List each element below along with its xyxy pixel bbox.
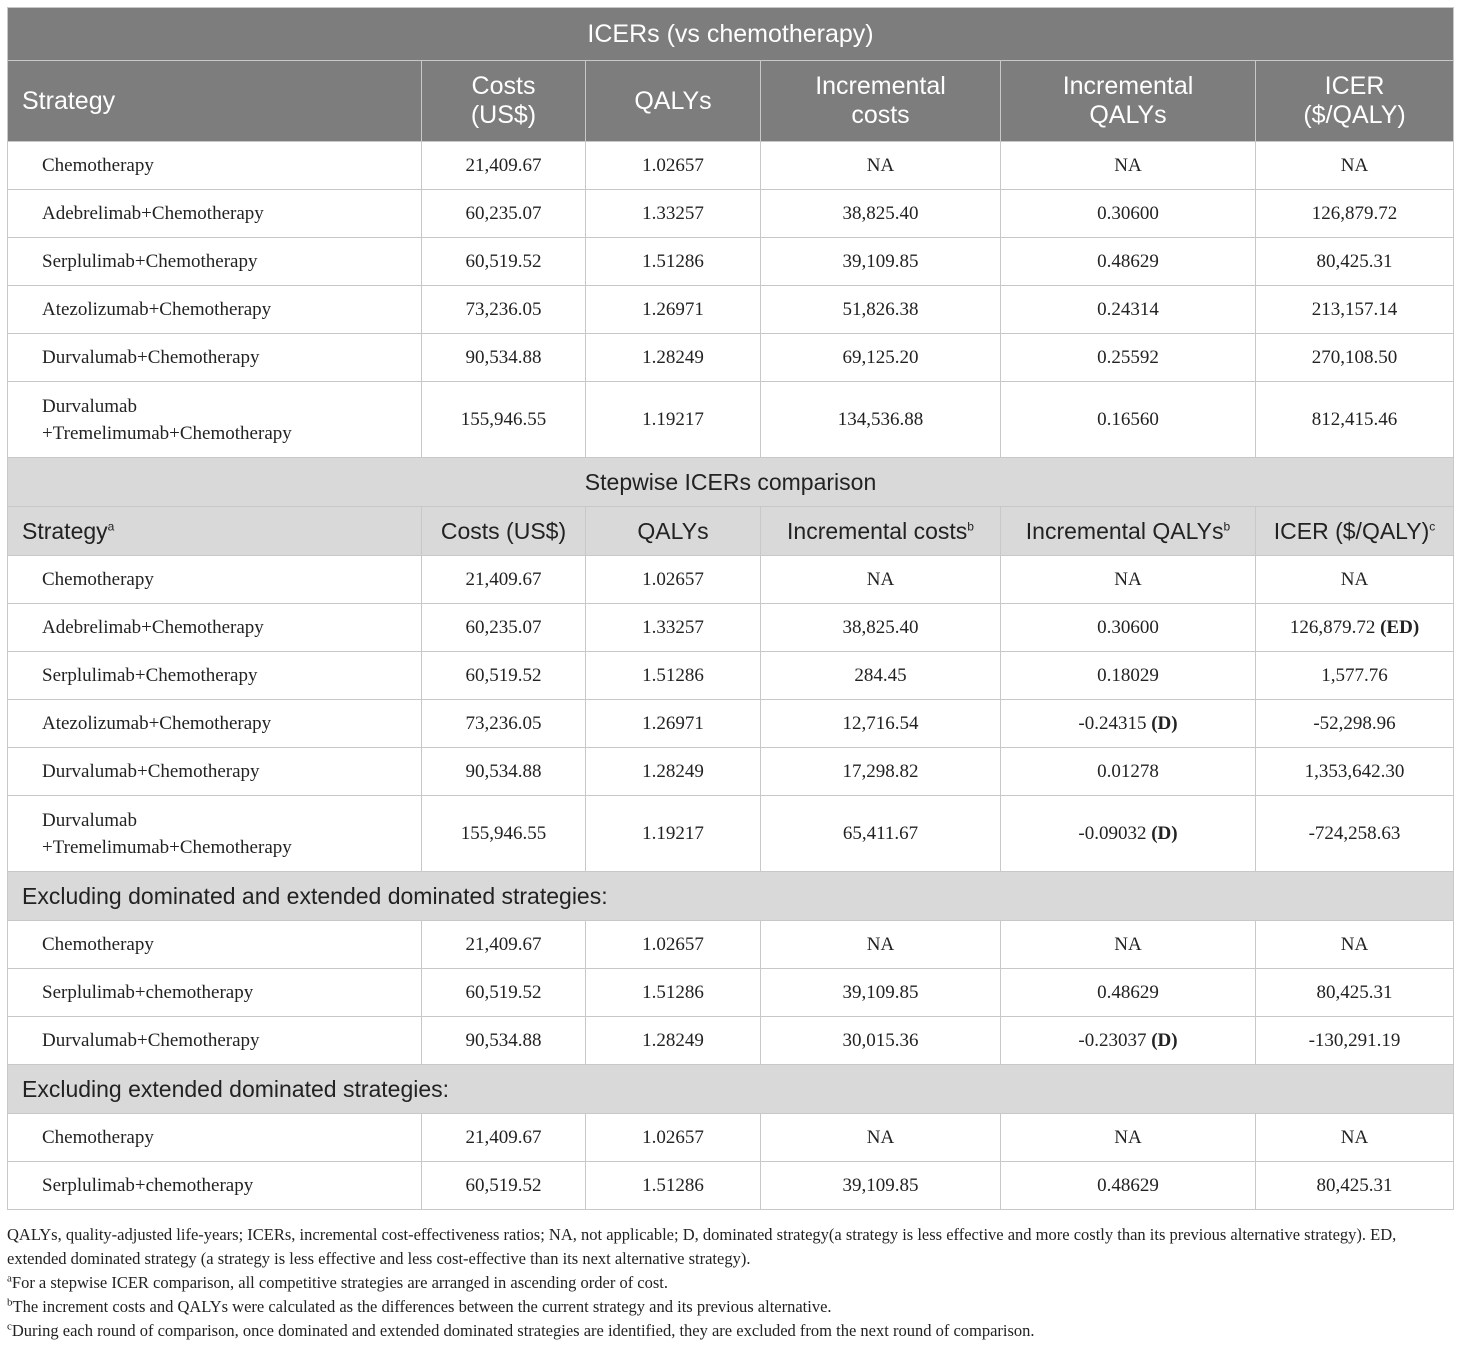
table-row bbox=[8, 238, 1454, 286]
table2-title: Stepwise ICERs comparison bbox=[8, 458, 1454, 507]
cell-incremental-costs: 12,716.54 bbox=[761, 700, 1001, 748]
section4-body bbox=[8, 1114, 1454, 1210]
cell-incremental-qalys: 0.30600 bbox=[1001, 190, 1256, 238]
footnotes bbox=[7, 1223, 1453, 1343]
cell-costs: 60,235.07 bbox=[422, 190, 586, 238]
cell-costs: 90,534.88 bbox=[422, 334, 586, 382]
cell-strategy: Durvalumab+Chemotherapy bbox=[8, 748, 422, 796]
cell-icer: NA bbox=[1256, 921, 1454, 969]
cell-strategy: Atezolizumab+Chemotherapy bbox=[8, 286, 422, 334]
cell-strategy: Durvalumab+Chemotherapy bbox=[8, 1017, 422, 1065]
cell-incremental-qalys: 0.16560 bbox=[1001, 382, 1256, 458]
cell-costs: 21,409.67 bbox=[422, 556, 586, 604]
cell-icer: -130,291.19 bbox=[1256, 1017, 1454, 1065]
table1-header-row bbox=[8, 61, 1454, 142]
cell-incremental-costs: 284.45 bbox=[761, 652, 1001, 700]
footnote-a: $^a$For a stepwise ICER comparison, all competitive strategies are arranged in ascending order of cost. bbox=[7, 1272, 669, 1292]
cell-incremental-costs: 39,109.85 bbox=[761, 969, 1001, 1017]
cell-incremental-qalys: NA bbox=[1001, 556, 1256, 604]
cell-costs: 60,519.52 bbox=[422, 1162, 586, 1210]
table1-body bbox=[8, 142, 1454, 458]
cell-icer: 270,108.50 bbox=[1256, 334, 1454, 382]
cell-costs: 155,946.55 bbox=[422, 382, 586, 458]
cell-incremental-qalys: -0.24315 (D) bbox=[1001, 700, 1256, 748]
cell-incremental-costs: 69,125.20 bbox=[761, 334, 1001, 382]
cell-incremental-qalys: -0.09032 (D) bbox=[1001, 796, 1256, 872]
footnote-b: $^b$The increment costs and QALYs were calculated as the differences between the current strategy and its previous alternative. bbox=[7, 1296, 832, 1316]
icer-table bbox=[7, 7, 1454, 1210]
dominance-flag: (D) bbox=[1151, 712, 1178, 734]
cell-qalys: 1.28249 bbox=[586, 334, 761, 382]
cell-qalys: 1.33257 bbox=[586, 604, 761, 652]
table-row bbox=[8, 334, 1454, 382]
cell-strategy: Chemotherapy bbox=[8, 921, 422, 969]
table2-body bbox=[8, 556, 1454, 872]
header-icer: ICER ($/QALY) bbox=[1256, 61, 1454, 142]
cell-qalys: 1.33257 bbox=[586, 190, 761, 238]
cell-qalys: 1.02657 bbox=[586, 142, 761, 190]
cell-strategy: Chemotherapy bbox=[8, 142, 422, 190]
cell-costs: 73,236.05 bbox=[422, 700, 586, 748]
cell-incremental-costs: NA bbox=[761, 556, 1001, 604]
cell-incremental-qalys: 0.48629 bbox=[1001, 969, 1256, 1017]
cell-strategy: Adebrelimab+Chemotherapy bbox=[8, 604, 422, 652]
cell-icer: 213,157.14 bbox=[1256, 286, 1454, 334]
cell-qalys: 1.51286 bbox=[586, 1162, 761, 1210]
cell-strategy: Serplulimab+Chemotherapy bbox=[8, 652, 422, 700]
cell-costs: 60,519.52 bbox=[422, 652, 586, 700]
cell-costs: 90,534.88 bbox=[422, 748, 586, 796]
header-incremental-costs: Incremental costs$^b$ bbox=[761, 507, 1001, 556]
cell-strategy: Durvalumab +Tremelimumab+Chemotherapy bbox=[8, 382, 422, 458]
cell-costs: 60,235.07 bbox=[422, 604, 586, 652]
cell-strategy: Atezolizumab+Chemotherapy bbox=[8, 700, 422, 748]
cell-icer: 126,879.72 (ED) bbox=[1256, 604, 1454, 652]
cell-icer: NA bbox=[1256, 1114, 1454, 1162]
cell-strategy: Serplulimab+chemotherapy bbox=[8, 969, 422, 1017]
cell-incremental-qalys: NA bbox=[1001, 1114, 1256, 1162]
cell-incremental-costs: 38,825.40 bbox=[761, 190, 1001, 238]
header-strategy: Strategy$^a$ bbox=[8, 507, 422, 556]
cell-incremental-qalys: NA bbox=[1001, 921, 1256, 969]
header-costs: Costs (US$) bbox=[422, 61, 586, 142]
cell-icer: 1,577.76 bbox=[1256, 652, 1454, 700]
table-row bbox=[8, 796, 1454, 872]
cell-icer: 812,415.46 bbox=[1256, 382, 1454, 458]
table-row bbox=[8, 190, 1454, 238]
cell-incremental-qalys: 0.48629 bbox=[1001, 238, 1256, 286]
cell-incremental-qalys: -0.23037 (D) bbox=[1001, 1017, 1256, 1065]
cell-incremental-costs: 39,109.85 bbox=[761, 1162, 1001, 1210]
cell-costs: 73,236.05 bbox=[422, 286, 586, 334]
header-incremental-qalys: Incremental QALYs$^b$ bbox=[1001, 507, 1256, 556]
cell-incremental-costs: 39,109.85 bbox=[761, 238, 1001, 286]
cell-strategy: Serplulimab+chemotherapy bbox=[8, 1162, 422, 1210]
cell-icer: NA bbox=[1256, 142, 1454, 190]
dominance-flag: (ED) bbox=[1380, 616, 1420, 638]
cell-incremental-qalys: 0.25592 bbox=[1001, 334, 1256, 382]
table-row bbox=[8, 286, 1454, 334]
section3-body bbox=[8, 921, 1454, 1065]
cell-incremental-costs: 51,826.38 bbox=[761, 286, 1001, 334]
cell-incremental-qalys: 0.48629 bbox=[1001, 1162, 1256, 1210]
table1-title: ICERs (vs chemotherapy) bbox=[8, 8, 1454, 61]
cell-icer: 126,879.72 bbox=[1256, 190, 1454, 238]
cell-icer: NA bbox=[1256, 556, 1454, 604]
cell-incremental-costs: NA bbox=[761, 142, 1001, 190]
section3-title: Excluding dominated and extended dominated strategies: bbox=[8, 872, 1454, 921]
cell-strategy: Chemotherapy bbox=[8, 1114, 422, 1162]
cell-icer: 80,425.31 bbox=[1256, 969, 1454, 1017]
cell-icer: -724,258.63 bbox=[1256, 796, 1454, 872]
cell-strategy: Chemotherapy bbox=[8, 556, 422, 604]
cell-qalys: 1.51286 bbox=[586, 969, 761, 1017]
cell-qalys: 1.02657 bbox=[586, 921, 761, 969]
cell-icer: 80,425.31 bbox=[1256, 238, 1454, 286]
cell-qalys: 1.19217 bbox=[586, 796, 761, 872]
cell-icer: 1,353,642.30 bbox=[1256, 748, 1454, 796]
cell-qalys: 1.51286 bbox=[586, 238, 761, 286]
cell-costs: 21,409.67 bbox=[422, 1114, 586, 1162]
header-qalys: QALYs bbox=[586, 61, 761, 142]
cell-costs: 155,946.55 bbox=[422, 796, 586, 872]
dominance-flag: (D) bbox=[1151, 823, 1178, 844]
table2-header-row bbox=[8, 507, 1454, 556]
header-icer: ICER ($/QALY)$^c$ bbox=[1256, 507, 1454, 556]
cell-costs: 60,519.52 bbox=[422, 238, 586, 286]
cell-incremental-qalys: 0.01278 bbox=[1001, 748, 1256, 796]
cell-incremental-costs: NA bbox=[761, 1114, 1001, 1162]
header-qalys: QALYs bbox=[586, 507, 761, 556]
cell-incremental-costs: 30,015.36 bbox=[761, 1017, 1001, 1065]
cell-incremental-qalys: 0.24314 bbox=[1001, 286, 1256, 334]
table-row bbox=[8, 1114, 1454, 1162]
table-row bbox=[8, 1017, 1454, 1065]
footnote-c: $^c$During each round of comparison, once dominated and extended dominated strategies are identified, they are excluded from the next round of comparison. bbox=[7, 1320, 1035, 1340]
cell-costs: 21,409.67 bbox=[422, 142, 586, 190]
cell-costs: 60,519.52 bbox=[422, 969, 586, 1017]
cell-qalys: 1.02657 bbox=[586, 556, 761, 604]
cell-qalys: 1.26971 bbox=[586, 700, 761, 748]
cell-costs: 21,409.67 bbox=[422, 921, 586, 969]
cell-incremental-qalys: NA bbox=[1001, 142, 1256, 190]
cell-strategy: Serplulimab+Chemotherapy bbox=[8, 238, 422, 286]
header-strategy: Strategy bbox=[8, 61, 422, 142]
cell-incremental-costs: 38,825.40 bbox=[761, 604, 1001, 652]
header-costs: Costs (US$) bbox=[422, 507, 586, 556]
table-row bbox=[8, 969, 1454, 1017]
table-row bbox=[8, 700, 1454, 748]
table-row bbox=[8, 556, 1454, 604]
cell-incremental-costs: 17,298.82 bbox=[761, 748, 1001, 796]
header-incremental-qalys: Incremental QALYs bbox=[1001, 61, 1256, 142]
cell-incremental-costs: 65,411.67 bbox=[761, 796, 1001, 872]
cell-qalys: 1.02657 bbox=[586, 1114, 761, 1162]
table-row bbox=[8, 921, 1454, 969]
table-row bbox=[8, 748, 1454, 796]
cell-qalys: 1.51286 bbox=[586, 652, 761, 700]
cell-icer: -52,298.96 bbox=[1256, 700, 1454, 748]
table-row bbox=[8, 652, 1454, 700]
cell-strategy: Durvalumab+Chemotherapy bbox=[8, 334, 422, 382]
table-row bbox=[8, 382, 1454, 458]
cell-strategy: Adebrelimab+Chemotherapy bbox=[8, 190, 422, 238]
table-row bbox=[8, 142, 1454, 190]
cell-icer: 80,425.31 bbox=[1256, 1162, 1454, 1210]
cell-incremental-qalys: 0.30600 bbox=[1001, 604, 1256, 652]
cell-incremental-costs: NA bbox=[761, 921, 1001, 969]
cell-costs: 90,534.88 bbox=[422, 1017, 586, 1065]
section4-title: Excluding extended dominated strategies: bbox=[8, 1065, 1454, 1114]
cell-qalys: 1.19217 bbox=[586, 382, 761, 458]
cell-qalys: 1.26971 bbox=[586, 286, 761, 334]
table-row bbox=[8, 604, 1454, 652]
cell-qalys: 1.28249 bbox=[586, 1017, 761, 1065]
cell-strategy: Durvalumab +Tremelimumab+Chemotherapy bbox=[8, 796, 422, 872]
table-row bbox=[8, 1162, 1454, 1210]
cell-qalys: 1.28249 bbox=[586, 748, 761, 796]
table-container bbox=[7, 7, 1453, 1210]
cell-incremental-qalys: 0.18029 bbox=[1001, 652, 1256, 700]
dominance-flag: (D) bbox=[1151, 1029, 1178, 1051]
cell-incremental-costs: 134,536.88 bbox=[761, 382, 1001, 458]
footnote-abbreviations: QALYs, quality-adjusted life-years; ICERs, incremental cost-effectiveness ratios; NA, not applicable; D, dominated strategy(a strategy is less effective and more costly than its previous alternative strategy). ED, extended dominated strategy (a strategy is less effective and less cost-effective than its next alternative strategy). bbox=[7, 1225, 1397, 1268]
header-incremental-costs: Incremental costs bbox=[761, 61, 1001, 142]
